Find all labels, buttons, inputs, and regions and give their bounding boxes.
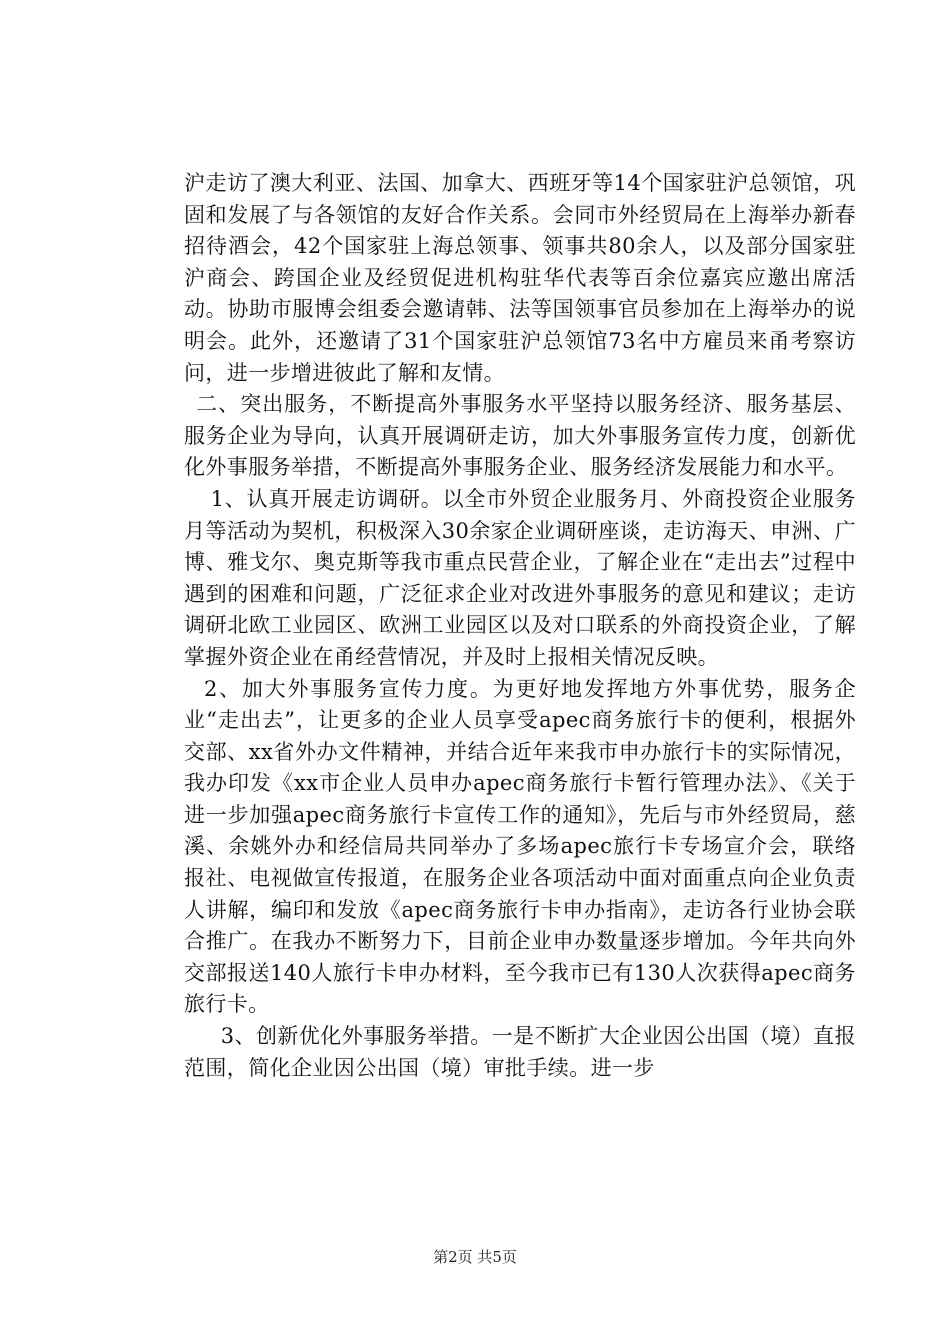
page-number-footer: 第2页 共5页 (433, 1248, 517, 1266)
paragraph-item-three-measures: 3、创新优化外事服务举措。一是不断扩大企业因公出国（境）直报范围，简化企业因公出国（境）审批手续。进一步 (184, 1024, 856, 1080)
paragraph-consulate-visits: 沪走访了澳大利亚、法国、加拿大、西班牙等14个国家驻沪总领馆，巩固和发展了与各领馆的友好合作关系。会同市外经贸局在上海举办新春招待酒会，42个国家驻上海总领事、领事共80余人，以及部分国家驻沪商会、跨国企业及经贸促进机构驻华代表等百余位嘉宾应邀出席活动。协助市服博会组委会邀请韩、法等国领事官员参加在上海举办的说明会。此外，还邀请了31个国家驻沪总领馆73名中方雇员来甬考察访问，进一步增进彼此了解和友情。 (184, 171, 856, 385)
paragraph-item-one-research: 1、认真开展走访调研。以全市外贸企业服务月、外商投资企业服务月等活动为契机，积极深入30余家企业调研座谈，走访海天、申洲、广博、雅戈尔、奥克斯等我市重点民营企业，了解企业在“走出去”过程中遇到的困难和问题，广泛征求企业对改进外事服务的意见和建议；走访调研北欧工业园区、欧洲工业园区以及对口联系的外商投资企业，了解掌握外资企业在甬经营情况，并及时上报相关情况反映。 (184, 486, 856, 669)
paragraph-section-two-heading: 二、突出服务，不断提高外事服务水平坚持以服务经济、服务基层、服务企业为导向，认真开展调研走访，加大外事服务宣传力度，创新优化外事服务举措，不断提高外事服务企业、服务经济发展能力和水平。 (184, 392, 856, 480)
paragraph-item-two-publicity: 2、加大外事服务宣传力度。为更好地发挥地方外事优势，服务企业“走出去”，让更多的企业人员享受apec商务旅行卡的便利，根据外交部、xx省外办文件精神，并结合近年来我市申办旅行卡的实际情况，我办印发《xx市企业人员申办apec商务旅行卡暂行管理办法》、《关于进一步加强apec商务旅行卡宣传工作的通知》，先后与市外经贸局，慈溪、余姚外办和经信局共同举办了多场apec旅行卡专场宣介会，联络报社、电视做宣传报道，在服务企业各项活动中面对面重点向企业负责人讲解，编印和发放《apec商务旅行卡申办指南》，走访各行业协会联合推广。在我办不断努力下，目前企业申办数量逐步增加。今年共向外交部报送140人旅行卡申办材料，至今我市已有130人次获得apec商务旅行卡。 (184, 676, 856, 1017)
document-body (184, 168, 856, 1084)
